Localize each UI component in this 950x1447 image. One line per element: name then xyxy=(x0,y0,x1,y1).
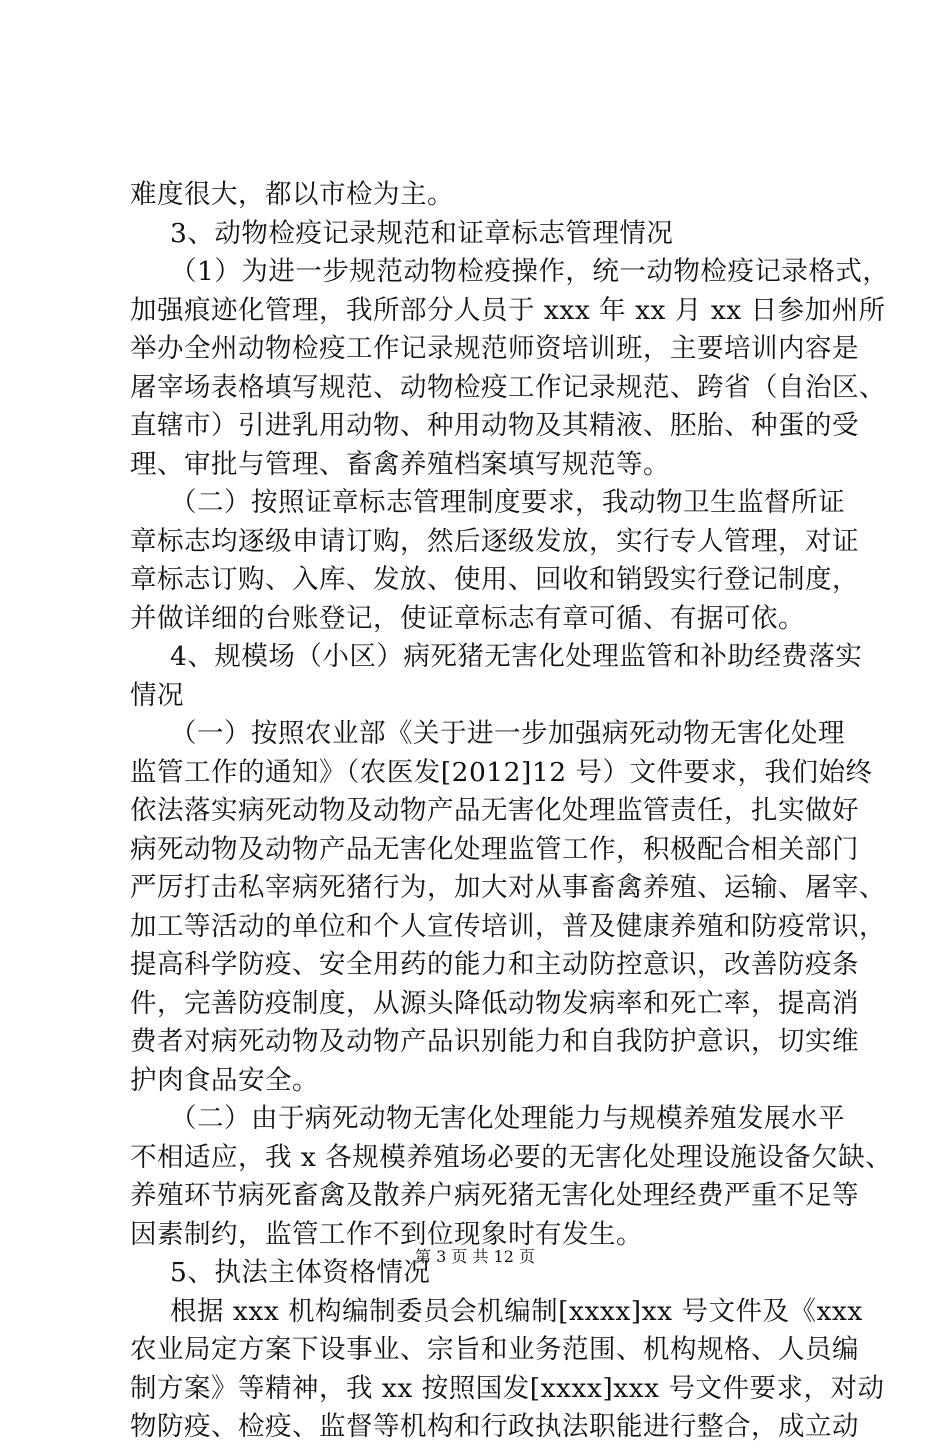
text-line: 不相适应，我 x 各规模养殖场必要的无害化处理设施设备欠缺、 xyxy=(130,1141,893,1173)
text-line: 加强痕迹化管理，我所部分人员于 xxx 年 xx 月 xx 日参加州所 xyxy=(130,294,886,326)
text-line: 监管工作的通知》（农医发[2012]12 号）文件要求，我们始终 xyxy=(130,756,873,788)
text-line: （1）为进一步规范动物检疫操作，统一动物检疫记录格式， xyxy=(170,256,890,287)
text-line: 举办全州动物检疫工作记录规范师资培训班，主要培训内容是 xyxy=(130,333,859,364)
page-footer: 第 3 页 共 12 页 xyxy=(415,1247,535,1266)
text-line: 护肉食品安全。 xyxy=(130,1064,319,1096)
text-line: 农业局定方案下设事业、宗旨和业务范围、机构规格、人员编 xyxy=(130,1334,859,1365)
text-line: （一）按照农业部《关于进一步加强病死动物无害化处理 xyxy=(170,718,845,749)
text-line: 养殖环节病死畜禽及散养户病死猪无害化处理经费严重不足等 xyxy=(130,1180,859,1211)
text-line: 4、规模场（小区）病死猪无害化处理监管和补助经费落实 xyxy=(170,641,863,672)
text-line: 加工等活动的单位和个人宣传培训，普及健康养殖和防疫常识， xyxy=(130,910,886,942)
text-line: 章标志订购、入库、发放、使用、回收和销毁实行登记制度， xyxy=(130,564,859,595)
text-line: （二）按照证章标志管理制度要求，我动物卫生监督所证 xyxy=(170,487,845,518)
text-line: 费者对病死动物及动物产品识别能力和自我防护意识，切实维 xyxy=(130,1026,859,1057)
text-line: 直辖市）引进乳用动物、种用动物及其精液、胚胎、种蛋的受 xyxy=(130,410,859,441)
text-line: 制方案》等精神，我 xx 按照国发[xxxx]xxx 号文件要求，对动 xyxy=(130,1372,885,1404)
text-line: 严厉打击私宰病死猪行为，加大对从事畜禽养殖、运输、屠宰、 xyxy=(130,872,886,903)
text-line: 件，完善防疫制度，从源头降低动物发病率和死亡率，提高消 xyxy=(130,987,859,1019)
text-line: 病死动物及动物产品无害化处理监管工作，积极配合相关部门 xyxy=(130,833,859,865)
text-line: 提高科学防疫、安全用药的能力和主动防控意识，改善防疫条 xyxy=(130,949,859,980)
text-line: 难度很大，都以市检为主。 xyxy=(130,179,454,210)
text-line: 情况 xyxy=(130,679,184,711)
text-line: 屠宰场表格填写规范、动物检疫工作记录规范、跨省（自治区、 xyxy=(130,371,886,403)
text-line: 物防疫、检疫、监督等机构和行政执法职能进行整合，成立动 xyxy=(130,1411,859,1442)
text-line: 5、执法主体资格情况 xyxy=(170,1257,431,1288)
text-line: 根据 xxx 机构编制委员会机编制[xxxx]xx 号文件及《xxx xyxy=(170,1295,863,1327)
text-line: 因素制约，监管工作不到位现象时有发生。 xyxy=(130,1218,643,1250)
text-line: （二）由于病死动物无害化处理能力与规模养殖发展水平 xyxy=(170,1103,845,1134)
text-line: 3、动物检疫记录规范和证章标志管理情况 xyxy=(170,217,674,249)
text-line: 依法落实病死动物及动物产品无害化处理监管责任，扎实做好 xyxy=(130,795,859,826)
text-line: 章标志均逐级申请订购，然后逐级发放，实行专人管理，对证 xyxy=(130,525,859,557)
text-line: 并做详细的台账登记，使证章标志有章可循、有据可依。 xyxy=(130,602,805,634)
text-line: 理、审批与管理、畜禽养殖档案填写规范等。 xyxy=(130,448,670,480)
